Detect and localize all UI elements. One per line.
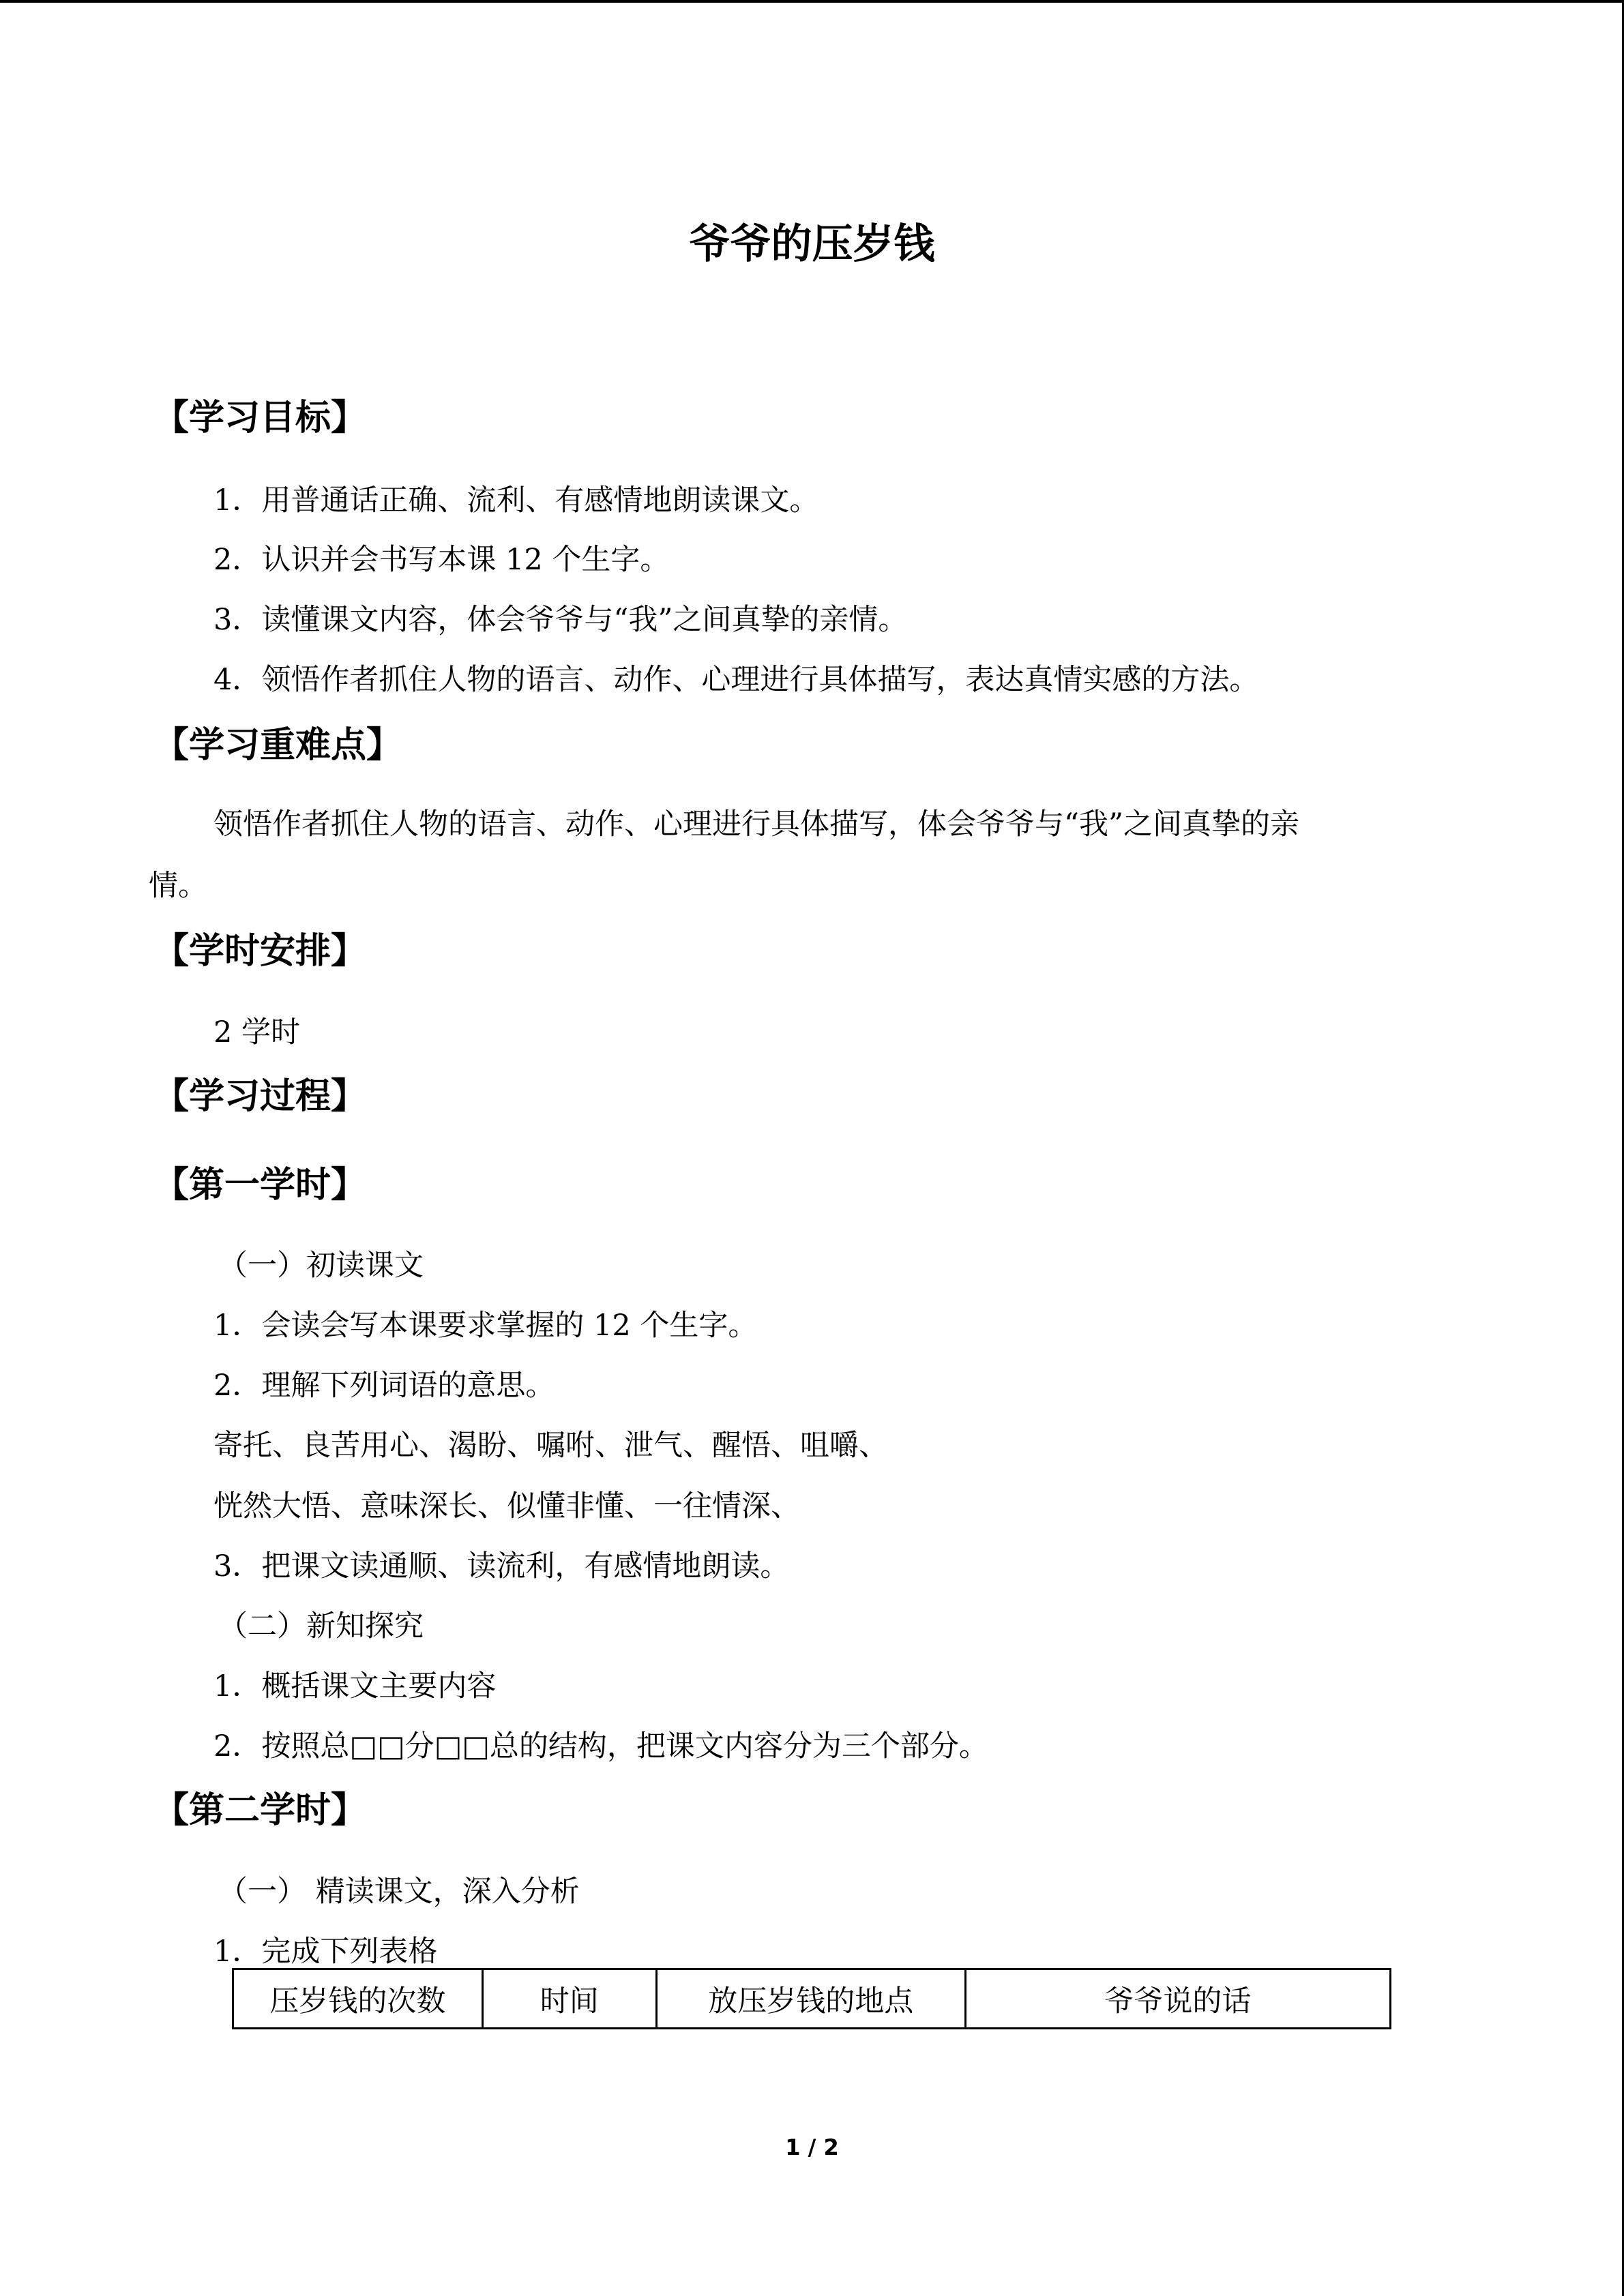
schedule-text: 2 学时: [213, 1015, 301, 1049]
vocabulary-line-2: 恍然大悟、意味深长、似懂非懂、一往情深、: [213, 1489, 800, 1523]
lesson2-part1-title: （一） 精读课文，深入分析: [218, 1875, 580, 1909]
heading-schedule: 【学时安排】: [153, 931, 367, 972]
heading-lesson-1: 【第一学时】: [153, 1165, 367, 1206]
table-header-words: 爷爷说的话: [965, 1969, 1390, 2029]
goal-item-4: 4．领悟作者抓住人物的语言、动作、心理进行具体描写，表达真情实感的方法。: [213, 663, 1259, 697]
money-table: [232, 1968, 1391, 2029]
vocabulary-line-1: 寄托、良苦用心、渴盼、嘱咐、泄气、醒悟、咀嚼、: [213, 1429, 888, 1463]
lesson1-part2-item-1: 1．概括课文主要内容: [213, 1669, 497, 1703]
table-header-location: 放压岁钱的地点: [656, 1969, 965, 2029]
lesson1-part1-title: （一）初读课文: [218, 1249, 424, 1283]
lesson1-item-2: 2．理解下列词语的意思。: [213, 1369, 555, 1403]
lesson1-part2-item-2: 2．按照总□□分□□总的结构，把课文内容分为三个部分。: [213, 1729, 988, 1763]
page-top-border: [0, 0, 1624, 3]
heading-learning-process: 【学习过程】: [153, 1076, 367, 1117]
document-title: 爷爷的压岁钱: [689, 220, 935, 268]
goal-item-1: 1．用普通话正确、流利、有感情地朗读课文。: [213, 483, 819, 518]
key-points-text-line2: 情。: [149, 869, 207, 903]
table-header-count: 压岁钱的次数: [233, 1969, 483, 2029]
lesson1-item-3: 3．把课文读通顺、读流利，有感情地朗读。: [213, 1549, 790, 1583]
lesson2-item-1: 1．完成下列表格: [213, 1935, 438, 1969]
lesson1-part2-title: （二）新知探究: [218, 1609, 424, 1643]
heading-lesson-2: 【第二学时】: [153, 1790, 367, 1831]
table-header-row: [233, 1969, 1391, 2029]
heading-key-points: 【学习重难点】: [153, 725, 402, 766]
page-number: 1 / 2: [785, 2134, 839, 2160]
heading-learning-goals: 【学习目标】: [153, 398, 367, 438]
lesson1-item-1: 1．会读会写本课要求掌握的 12 个生字。: [213, 1309, 758, 1343]
table-header-time: 时间: [482, 1969, 656, 2029]
goal-item-3: 3．读懂课文内容，体会爷爷与“我”之间真挚的亲情。: [213, 603, 908, 637]
goal-item-2: 2．认识并会书写本课 12 个生字。: [213, 543, 670, 577]
key-points-text-line1: 领悟作者抓住人物的语言、动作、心理进行具体描写，体会爷爷与“我”之间真挚的亲: [213, 807, 1299, 841]
